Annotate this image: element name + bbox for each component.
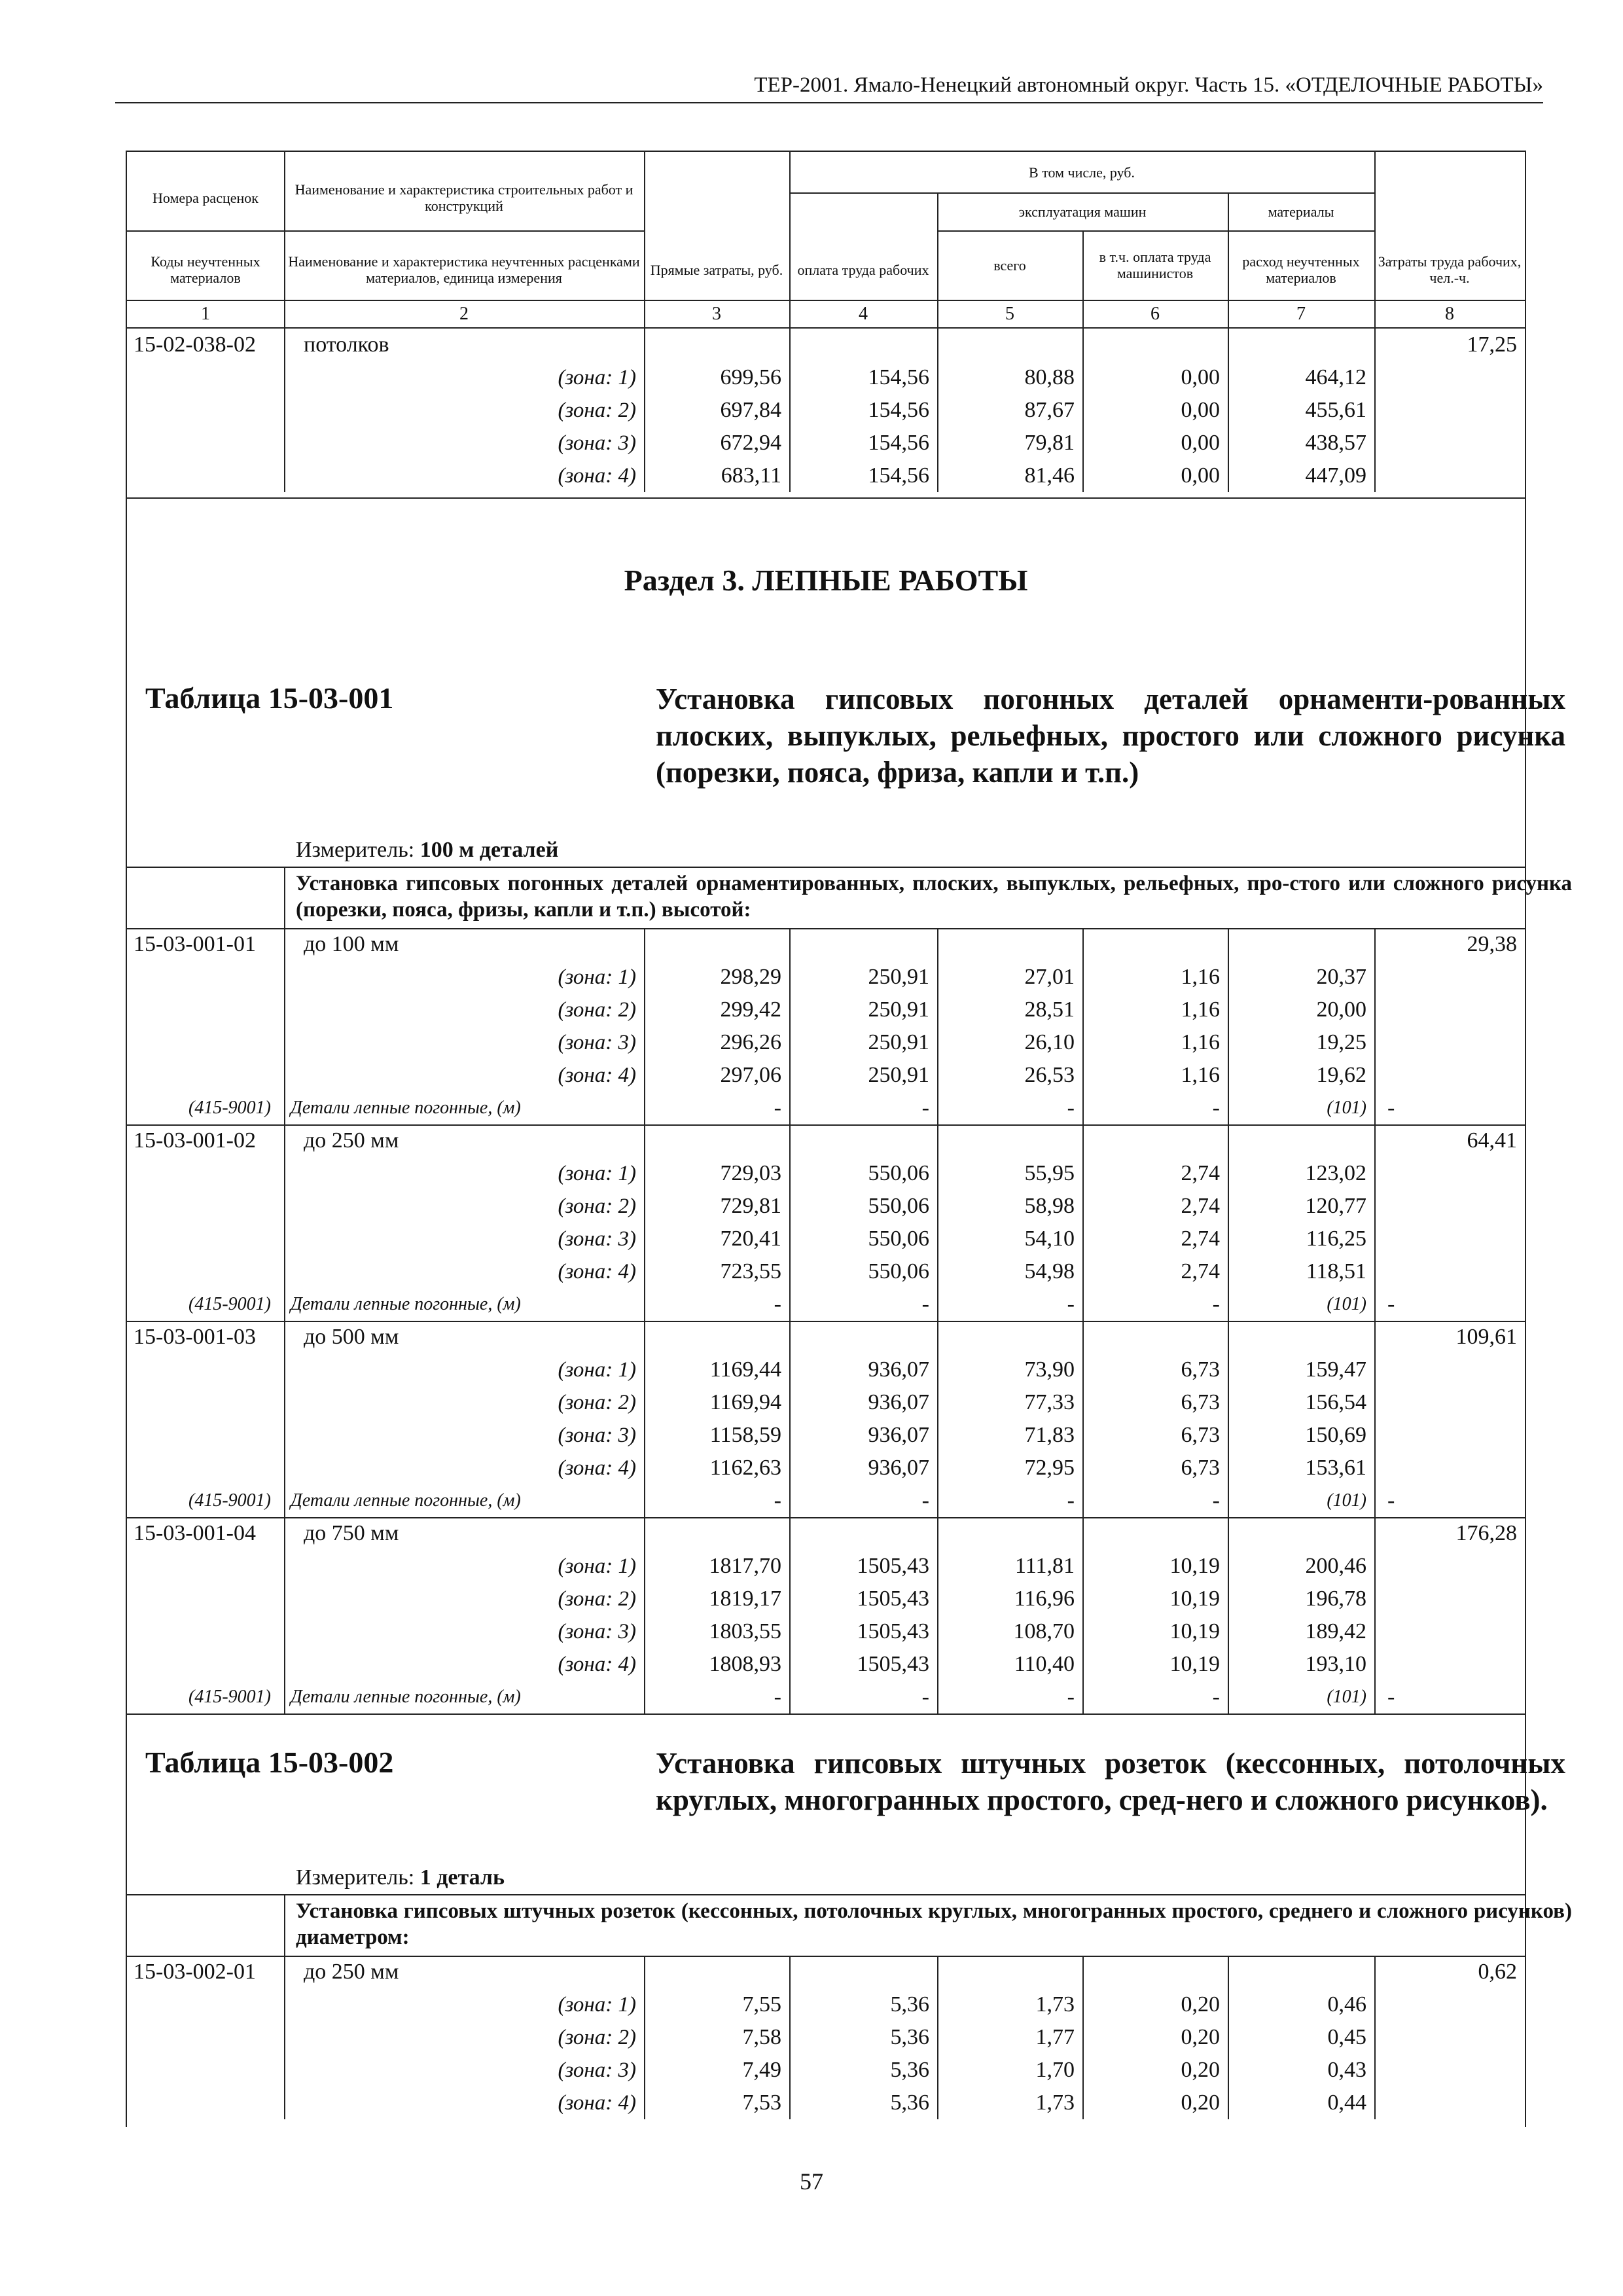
header-labor-pay: оплата труда рабочих <box>797 261 929 278</box>
cost-value: 73,90 <box>1024 1357 1075 1382</box>
material-qty: (101) <box>1327 1687 1366 1707</box>
column-divider <box>284 300 285 327</box>
measure-label: Измеритель: <box>296 1865 420 1890</box>
item-code: 15-02-038-02 <box>134 332 256 357</box>
zone-label: (зона: 2) <box>558 1391 636 1414</box>
measure-label: Измеритель: <box>296 838 420 862</box>
cost-value: 81,46 <box>1024 463 1075 488</box>
cost-value: 80,88 <box>1024 365 1075 389</box>
column-number: 5 <box>1005 304 1014 324</box>
zone-label: (зона: 2) <box>558 998 636 1022</box>
zone-label: (зона: 3) <box>558 1031 636 1054</box>
cost-value: 54,98 <box>1024 1259 1075 1283</box>
cost-value: 153,61 <box>1305 1456 1366 1480</box>
cost-value: 5,36 <box>890 2025 929 2049</box>
work-description: Установка гипсовых штучных розеток (кессонных, потолочных круглых, многогранных простого, среднего и сложного рисунков) диаметром: <box>296 1899 1572 1949</box>
cost-value: 550,06 <box>868 1194 929 1218</box>
zone-label: (зона: 2) <box>558 1194 636 1218</box>
zone-label: (зона: 3) <box>558 1227 636 1251</box>
cost-value: 1808,93 <box>709 1652 781 1676</box>
cost-value: 10,19 <box>1169 1652 1220 1676</box>
column-divider <box>1374 329 1376 492</box>
cost-value: 1,73 <box>1035 2090 1075 2115</box>
cost-value: 154,56 <box>868 463 929 488</box>
column-divider <box>1374 300 1376 327</box>
cost-value: 10,19 <box>1169 1619 1220 1643</box>
cost-value: 7,53 <box>742 2090 781 2115</box>
column-divider <box>1228 1321 1229 1517</box>
column-divider <box>644 300 645 327</box>
column-divider <box>284 928 285 1124</box>
header-mat-code: Коды неучтенных материалов <box>151 253 260 286</box>
cost-value: 71,83 <box>1024 1423 1075 1447</box>
column-divider <box>1374 1124 1376 1321</box>
cost-value: 1,70 <box>1035 2058 1075 2082</box>
zone-label: (зона: 2) <box>558 1587 636 1611</box>
cost-value: 6,73 <box>1181 1423 1220 1447</box>
column-divider <box>789 1956 791 2119</box>
column-divider <box>1228 300 1229 327</box>
cost-value: 720,41 <box>720 1227 781 1251</box>
cost-value: 1817,70 <box>709 1554 781 1578</box>
column-divider <box>937 1517 938 1713</box>
column-divider <box>284 1894 285 1956</box>
column-divider <box>1082 928 1084 1124</box>
column-divider <box>644 329 645 492</box>
column-number: 1 <box>201 304 210 324</box>
zone-label: (зона: 4) <box>558 1260 636 1283</box>
column-divider <box>789 300 791 327</box>
cost-value: 2,74 <box>1181 1161 1220 1185</box>
material-dash: - <box>1212 1488 1220 1513</box>
measure-unit <box>296 838 558 863</box>
cost-value: 550,06 <box>868 1259 929 1283</box>
cost-value: 729,81 <box>720 1194 781 1218</box>
measure-value: 1 деталь <box>419 1865 505 1890</box>
cost-value: 0,00 <box>1181 365 1220 389</box>
material-code: (415-9001) <box>188 1294 271 1314</box>
column-divider <box>937 1956 938 2119</box>
row-divider <box>127 230 644 232</box>
cost-value: 729,03 <box>720 1161 781 1185</box>
cost-value: 1169,94 <box>709 1390 781 1414</box>
column-divider <box>1082 1956 1084 2119</box>
item-labor-hours: 29,38 <box>1467 932 1517 956</box>
header-labor-hours: Затраты труда рабочих, чел.-ч. <box>1378 253 1522 286</box>
cost-value: 296,26 <box>720 1030 781 1054</box>
cost-value: 58,98 <box>1024 1194 1075 1218</box>
cost-value: 120,77 <box>1305 1194 1366 1218</box>
column-divider <box>1228 928 1229 1124</box>
cost-value: 1505,43 <box>857 1587 929 1611</box>
cost-value: 250,91 <box>868 1030 929 1054</box>
header-machines: эксплуатация машин <box>1018 203 1147 220</box>
item-labor-hours: 176,28 <box>1455 1521 1517 1545</box>
material-name: Детали лепные погонные, (м) <box>291 1294 521 1314</box>
cost-value: 1169,44 <box>709 1357 781 1382</box>
column-divider <box>1374 1956 1376 2119</box>
column-divider <box>937 928 938 1124</box>
material-dash: - <box>1212 1685 1220 1709</box>
cost-value: 550,06 <box>868 1161 929 1185</box>
column-divider <box>1374 1517 1376 1713</box>
running-head: ТЕР-2001. Ямало-Ненецкий автономный округ. Часть 15. «ОТДЕЛОЧНЫЕ РАБОТЫ» <box>115 72 1543 103</box>
cost-value: 0,00 <box>1181 431 1220 455</box>
cost-value: 200,46 <box>1305 1554 1366 1578</box>
item-code: 15-03-002-01 <box>134 1960 256 1984</box>
row-divider <box>127 1713 1525 1715</box>
material-dash: - <box>1387 1685 1395 1709</box>
material-qty: (101) <box>1327 1490 1366 1511</box>
row-divider <box>1228 230 1374 232</box>
cost-value: 10,19 <box>1169 1587 1220 1611</box>
cost-value: 55,95 <box>1024 1161 1075 1185</box>
cost-value: 156,54 <box>1305 1390 1366 1414</box>
cost-value: 54,10 <box>1024 1227 1075 1251</box>
cost-value: 27,01 <box>1024 965 1075 989</box>
cost-value: 5,36 <box>890 2058 929 2082</box>
cost-value: 297,06 <box>720 1063 781 1087</box>
cost-value: 299,42 <box>720 997 781 1022</box>
table-name: Установка гипсовых погонных деталей орнаменти-рованных плоских, выпуклых, рельефных, простого или сложного рисунка (порезки, пояса, фриза, капли и т.п.) <box>656 683 1565 789</box>
item-labor-hours: 0,62 <box>1478 1960 1517 1984</box>
column-divider <box>789 1517 791 1713</box>
work-description: Установка гипсовых погонных деталей орнаментированных, плоских, выпуклых, рельефных, про-стого или сложного рисунка (порезки, пояса, фризы, капли и т.п.) высотой: <box>296 872 1572 922</box>
material-dash: - <box>921 1292 929 1316</box>
cost-value: 1,16 <box>1181 965 1220 989</box>
column-divider <box>1228 329 1229 492</box>
column-divider <box>284 1124 285 1321</box>
cost-value: 1819,17 <box>709 1587 781 1611</box>
cost-value: 298,29 <box>720 965 781 989</box>
material-dash: - <box>1212 1096 1220 1120</box>
column-divider <box>1228 1517 1229 1713</box>
cost-value: 7,49 <box>742 2058 781 2082</box>
header-materials: материалы <box>1268 203 1334 220</box>
material-name: Детали лепные погонные, (м) <box>291 1098 521 1118</box>
cost-value: 936,07 <box>868 1390 929 1414</box>
cost-value: 683,11 <box>721 463 781 488</box>
cost-value: 0,46 <box>1327 1992 1366 2017</box>
cost-value: 20,37 <box>1316 965 1366 989</box>
cost-value: 6,73 <box>1181 1456 1220 1480</box>
column-divider <box>644 928 645 1124</box>
item-code: 15-03-001-01 <box>134 932 256 956</box>
cost-value: 19,62 <box>1316 1063 1366 1087</box>
column-divider <box>937 1124 938 1321</box>
measure-unit <box>296 1865 505 1890</box>
material-dash: - <box>1067 1292 1075 1316</box>
cost-value: 154,56 <box>868 431 929 455</box>
zone-label: (зона: 1) <box>558 1358 636 1382</box>
cost-value: 697,84 <box>720 398 781 422</box>
item-code: 15-03-001-04 <box>134 1521 256 1545</box>
zone-label: (зона: 3) <box>558 1620 636 1643</box>
rates-table <box>126 151 1572 2127</box>
zone-label: (зона: 3) <box>558 1424 636 1447</box>
cost-value: 936,07 <box>868 1357 929 1382</box>
column-divider <box>284 329 285 492</box>
header-machines-total: всего <box>993 257 1026 274</box>
cost-value: 250,91 <box>868 1063 929 1087</box>
column-divider <box>937 300 938 327</box>
column-divider <box>1228 1956 1229 2119</box>
column-divider <box>1082 1321 1084 1517</box>
column-divider <box>1082 1124 1084 1321</box>
zone-label: (зона: 1) <box>558 1554 636 1578</box>
table-number: Таблица 15-03-002 <box>145 1746 394 1779</box>
zone-label: (зона: 1) <box>558 965 636 989</box>
header-materials-use: расход неучтенных материалов <box>1242 253 1360 286</box>
cost-value: 936,07 <box>868 1423 929 1447</box>
cost-value: 2,74 <box>1181 1259 1220 1283</box>
zone-label: (зона: 4) <box>558 1456 636 1480</box>
column-number: 7 <box>1296 304 1306 324</box>
cost-value: 1,73 <box>1035 1992 1075 2017</box>
column-divider <box>284 1321 285 1517</box>
cost-value: 10,19 <box>1169 1554 1220 1578</box>
column-number: 3 <box>712 304 721 324</box>
item-code: 15-03-001-03 <box>134 1325 256 1349</box>
cost-value: 111,81 <box>1015 1554 1075 1578</box>
page-number: 57 <box>800 2168 823 2195</box>
column-divider <box>937 329 938 492</box>
row-divider <box>127 497 1525 499</box>
cost-value: 0,43 <box>1327 2058 1366 2082</box>
material-dash: - <box>1067 1488 1075 1513</box>
column-divider <box>789 329 791 492</box>
zone-label: (зона: 4) <box>558 1653 636 1676</box>
cost-value: 0,20 <box>1181 2058 1220 2082</box>
cost-value: 0,20 <box>1181 2090 1220 2115</box>
cost-value: 154,56 <box>868 365 929 389</box>
cost-value: 0,00 <box>1181 398 1220 422</box>
cost-value: 250,91 <box>868 997 929 1022</box>
cost-value: 5,36 <box>890 1992 929 2017</box>
material-code: (415-9001) <box>188 1098 271 1118</box>
material-dash: - <box>1212 1292 1220 1316</box>
material-dash: - <box>1387 1096 1395 1120</box>
zone-label: (зона: 4) <box>558 2091 636 2115</box>
cost-value: 7,58 <box>742 2025 781 2049</box>
cost-value: 1,77 <box>1035 2025 1075 2049</box>
header-mat-name: Наименование и характеристика неучтенных расценками материалов, единица измерения <box>288 253 640 286</box>
material-dash: - <box>921 1096 929 1120</box>
column-divider <box>1374 928 1376 1124</box>
cost-value: 0,44 <box>1327 2090 1366 2115</box>
zone-label: (зона: 3) <box>558 431 636 455</box>
cost-value: 0,20 <box>1181 2025 1220 2049</box>
material-dash: - <box>774 1685 781 1709</box>
cost-value: 699,56 <box>720 365 781 389</box>
cost-value: 0,45 <box>1327 2025 1366 2049</box>
cost-value: 438,57 <box>1305 431 1366 455</box>
cost-value: 5,36 <box>890 2090 929 2115</box>
zone-label: (зона: 1) <box>558 1993 636 2017</box>
zone-label: (зона: 1) <box>558 366 636 389</box>
material-dash: - <box>774 1096 781 1120</box>
zone-label: (зона: 4) <box>558 464 636 488</box>
header-code: Номера расценок <box>152 189 259 206</box>
cost-value: 672,94 <box>720 431 781 455</box>
column-divider <box>789 1124 791 1321</box>
cost-value: 28,51 <box>1024 997 1075 1022</box>
column-number: 4 <box>859 304 868 324</box>
cost-value: 2,74 <box>1181 1227 1220 1251</box>
cost-value: 108,70 <box>1013 1619 1075 1643</box>
cost-value: 936,07 <box>868 1456 929 1480</box>
column-number: 8 <box>1445 304 1454 324</box>
column-divider <box>1082 300 1084 327</box>
cost-value: 550,06 <box>868 1227 929 1251</box>
cost-value: 87,67 <box>1024 398 1075 422</box>
cost-value: 1803,55 <box>709 1619 781 1643</box>
item-name: до 250 мм <box>304 1960 399 1984</box>
column-divider <box>1082 329 1084 492</box>
item-name: до 500 мм <box>304 1325 399 1349</box>
cost-value: 0,20 <box>1181 1992 1220 2017</box>
item-code: 15-03-001-02 <box>134 1128 256 1153</box>
cost-value: 196,78 <box>1305 1587 1366 1611</box>
item-labor-hours: 17,25 <box>1467 332 1517 357</box>
cost-value: 116,96 <box>1014 1587 1075 1611</box>
cost-value: 1,16 <box>1181 1063 1220 1087</box>
column-divider <box>789 928 791 1124</box>
material-dash: - <box>1067 1096 1075 1120</box>
column-divider <box>644 1124 645 1321</box>
zone-label: (зона: 4) <box>558 1064 636 1087</box>
cost-value: 110,40 <box>1014 1652 1075 1676</box>
cost-value: 72,95 <box>1024 1456 1075 1480</box>
material-name: Детали лепные погонные, (м) <box>291 1490 521 1511</box>
cost-value: 1162,63 <box>709 1456 781 1480</box>
cost-value: 118,51 <box>1306 1259 1366 1283</box>
cost-value: 723,55 <box>720 1259 781 1283</box>
cost-value: 1505,43 <box>857 1619 929 1643</box>
column-divider <box>644 1956 645 2119</box>
table-name: Установка гипсовых штучных розеток (кессонных, потолочных круглых, многогранных простого, сред-него и сложного рисунков). <box>656 1747 1565 1816</box>
cost-value: 464,12 <box>1305 365 1366 389</box>
cost-value: 1158,59 <box>709 1423 781 1447</box>
header-group: В том числе, руб. <box>1029 164 1135 181</box>
cost-value: 123,02 <box>1305 1161 1366 1185</box>
column-divider <box>284 1956 285 2119</box>
header-name: Наименование и характеристика строительных работ и конструкций <box>294 181 633 214</box>
column-divider <box>937 1321 938 1517</box>
material-dash: - <box>1387 1488 1395 1513</box>
column-divider <box>1082 1517 1084 1713</box>
column-divider <box>1228 1124 1229 1321</box>
material-dash: - <box>921 1488 929 1513</box>
zone-label: (зона: 2) <box>558 399 636 422</box>
cost-value: 193,10 <box>1305 1652 1366 1676</box>
table-number: Таблица 15-03-001 <box>145 681 394 715</box>
cost-value: 1505,43 <box>857 1554 929 1578</box>
material-dash: - <box>774 1488 781 1513</box>
cost-value: 1505,43 <box>857 1652 929 1676</box>
material-qty: (101) <box>1327 1098 1366 1118</box>
item-name: до 250 мм <box>304 1128 399 1153</box>
cost-value: 159,47 <box>1305 1357 1366 1382</box>
material-code: (415-9001) <box>188 1687 271 1707</box>
material-qty: (101) <box>1327 1294 1366 1314</box>
cost-value: 1,16 <box>1181 997 1220 1022</box>
cost-value: 19,25 <box>1316 1030 1366 1054</box>
cost-value: 26,53 <box>1024 1063 1075 1087</box>
column-number: 2 <box>459 304 469 324</box>
row-divider <box>127 1894 1525 1895</box>
cost-value: 6,73 <box>1181 1357 1220 1382</box>
item-labor-hours: 109,61 <box>1455 1325 1517 1349</box>
column-divider <box>644 1321 645 1517</box>
cost-value: 189,42 <box>1305 1619 1366 1643</box>
column-divider <box>644 1517 645 1713</box>
item-labor-hours: 64,41 <box>1467 1128 1517 1153</box>
cost-value: 6,73 <box>1181 1390 1220 1414</box>
row-divider <box>127 867 1525 868</box>
cost-value: 1,16 <box>1181 1030 1220 1054</box>
cost-value: 150,69 <box>1305 1423 1366 1447</box>
item-name: потолков <box>304 332 389 357</box>
zone-label: (зона: 3) <box>558 2058 636 2082</box>
cost-value: 26,10 <box>1024 1030 1075 1054</box>
cost-value: 116,25 <box>1306 1227 1366 1251</box>
column-divider <box>284 867 285 928</box>
column-number: 6 <box>1150 304 1160 324</box>
zone-label: (зона: 2) <box>558 2026 636 2049</box>
header-operator-pay: в т.ч. оплата труда машинистов <box>1099 249 1211 281</box>
material-dash: - <box>1067 1685 1075 1709</box>
item-name: до 750 мм <box>304 1521 399 1545</box>
column-divider <box>789 1321 791 1517</box>
cost-value: 79,81 <box>1024 431 1075 455</box>
material-dash: - <box>921 1685 929 1709</box>
material-code: (415-9001) <box>188 1490 271 1511</box>
cost-value: 0,00 <box>1181 463 1220 488</box>
cost-value: 7,55 <box>742 1992 781 2017</box>
cost-value: 77,33 <box>1024 1390 1075 1414</box>
material-dash: - <box>774 1292 781 1316</box>
measure-value: 100 м деталей <box>419 838 559 862</box>
section-title: Раздел 3. ЛЕПНЫЕ РАБОТЫ <box>624 564 1028 597</box>
cost-value: 2,74 <box>1181 1194 1220 1218</box>
cost-value: 154,56 <box>868 398 929 422</box>
column-divider <box>284 1517 285 1713</box>
cost-value: 20,00 <box>1316 997 1366 1022</box>
material-dash: - <box>1387 1292 1395 1316</box>
item-name: до 100 мм <box>304 932 399 956</box>
header-direct-cost: Прямые затраты, руб. <box>650 261 783 278</box>
cost-value: 447,09 <box>1305 463 1366 488</box>
material-name: Детали лепные погонные, (м) <box>291 1687 521 1707</box>
zone-label: (зона: 1) <box>558 1162 636 1185</box>
cost-value: 455,61 <box>1305 398 1366 422</box>
cost-value: 250,91 <box>868 965 929 989</box>
column-divider <box>1374 1321 1376 1517</box>
